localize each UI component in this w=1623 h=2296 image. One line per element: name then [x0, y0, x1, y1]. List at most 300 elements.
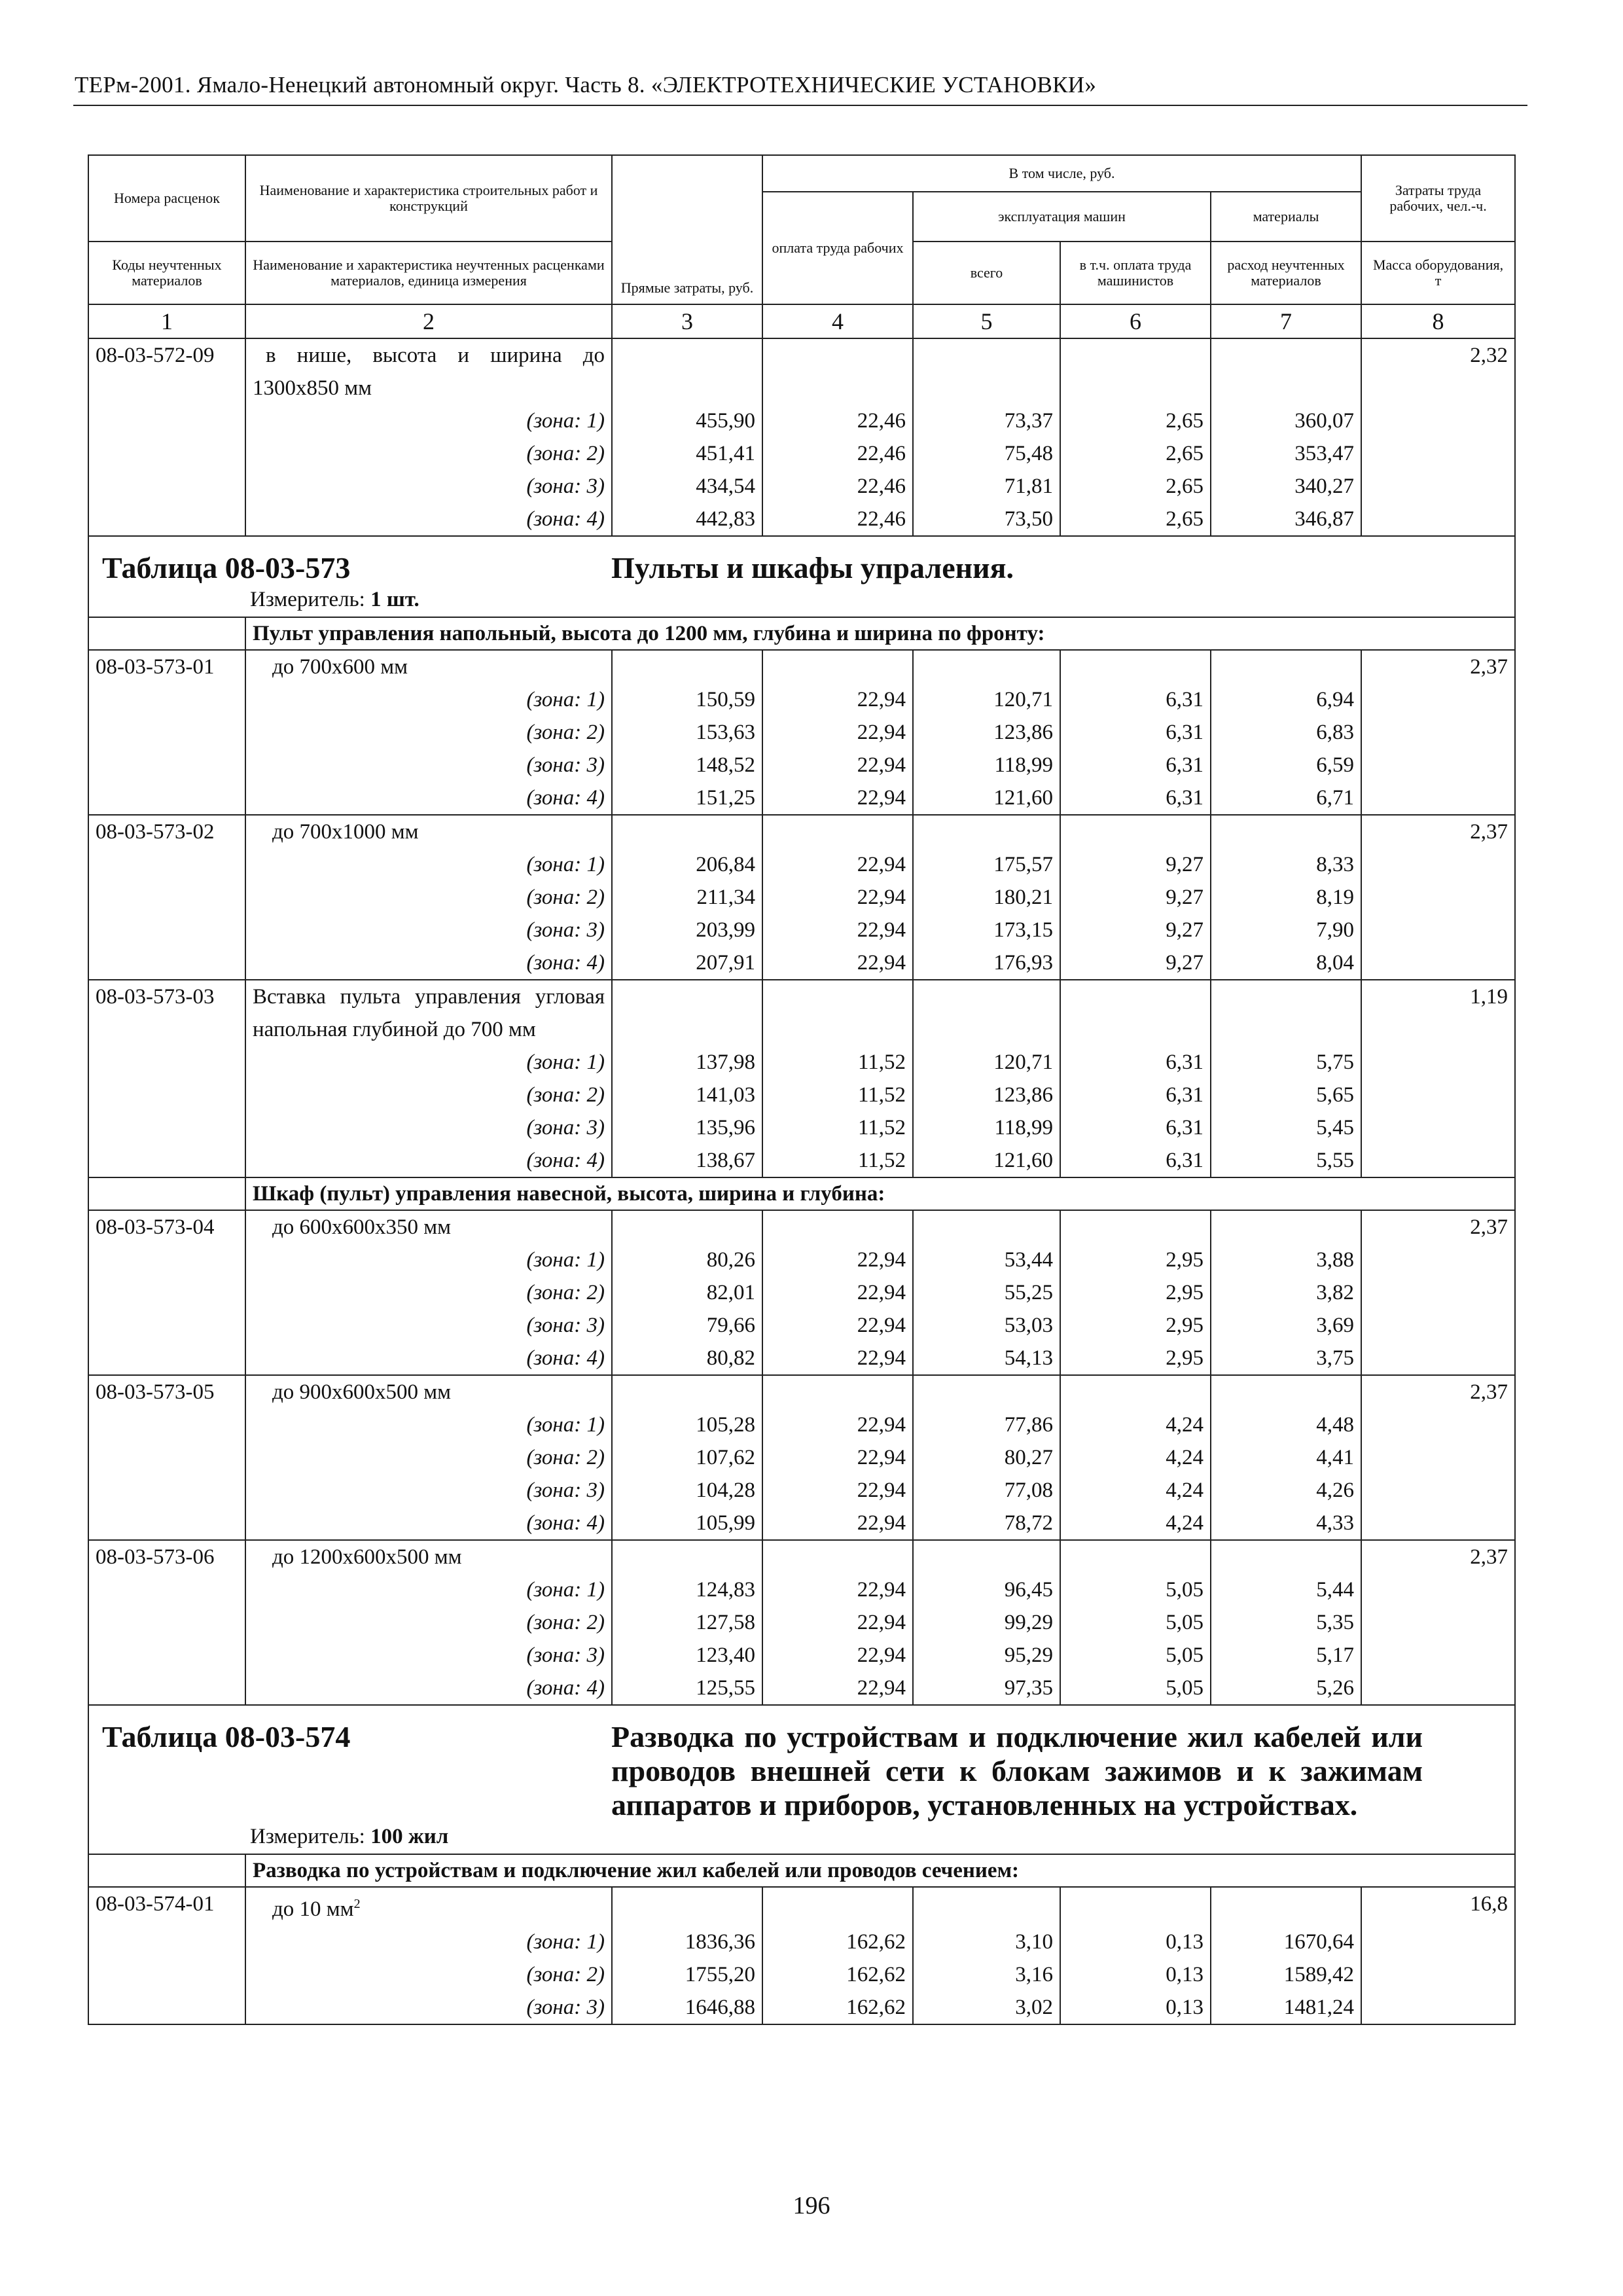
zone-row — [88, 1342, 1515, 1375]
table-title-row — [88, 1705, 1515, 1854]
table-number: Таблица 08-03-573 — [102, 551, 351, 584]
rate-row — [88, 980, 1515, 1046]
machinist-pay: 0,13 — [1060, 1926, 1211, 1958]
empty-cell — [1211, 1375, 1361, 1408]
direct-cost: 451,41 — [612, 437, 762, 470]
machine-cost: 123,86 — [913, 716, 1060, 749]
machinist-pay: 5,05 — [1060, 1639, 1211, 1672]
empty-cell — [913, 815, 1060, 848]
zone-row — [88, 1276, 1515, 1309]
rate-description — [245, 815, 612, 848]
direct-cost: 141,03 — [612, 1079, 762, 1111]
labor-cost: 2,37 — [1361, 1375, 1515, 1540]
zone-row — [88, 946, 1515, 980]
direct-cost: 107,62 — [612, 1441, 762, 1474]
worker-pay: 22,94 — [762, 1309, 913, 1342]
empty-cell — [88, 1408, 245, 1441]
empty-cell — [88, 470, 245, 503]
zone-label: (зона: 4) — [245, 503, 612, 536]
machinist-pay: 2,95 — [1060, 1342, 1211, 1375]
machinist-pay: 6,31 — [1060, 1111, 1211, 1144]
table-title-row — [88, 536, 1515, 617]
rate-row — [88, 1210, 1515, 1244]
zone-label: (зона: 3) — [245, 1474, 612, 1507]
machine-cost: 180,21 — [913, 881, 1060, 914]
zone-row — [88, 1441, 1515, 1474]
empty-cell — [913, 1887, 1060, 1926]
empty-cell — [88, 1474, 245, 1507]
labor-cost: 2,37 — [1361, 650, 1515, 815]
rate-description — [245, 338, 612, 404]
zone-label: (зона: 3) — [245, 470, 612, 503]
materials-cost: 6,83 — [1211, 716, 1361, 749]
machine-cost: 53,03 — [913, 1309, 1060, 1342]
machine-cost: 118,99 — [913, 1111, 1060, 1144]
materials-cost: 340,27 — [1211, 470, 1361, 503]
zone-label: (зона: 2) — [245, 1606, 612, 1639]
zone-row — [88, 781, 1515, 815]
materials-cost: 5,45 — [1211, 1111, 1361, 1144]
worker-pay: 11,52 — [762, 1046, 913, 1079]
zone-row — [88, 1507, 1515, 1540]
direct-cost: 153,63 — [612, 716, 762, 749]
machine-cost: 99,29 — [913, 1606, 1060, 1639]
empty-cell — [1060, 1210, 1211, 1244]
zone-label: (зона: 3) — [245, 1111, 612, 1144]
machine-cost: 95,29 — [913, 1639, 1060, 1672]
direct-cost: 211,34 — [612, 881, 762, 914]
zone-label: (зона: 1) — [245, 404, 612, 437]
empty-cell — [913, 1540, 1060, 1573]
zone-label: (зона: 3) — [245, 914, 612, 946]
materials-cost: 3,82 — [1211, 1276, 1361, 1309]
direct-cost: 1755,20 — [612, 1958, 762, 1991]
rate-description-text: Вставка пульта управления угловая напольная глубиной до 700 мм — [253, 985, 605, 1041]
materials-cost: 5,35 — [1211, 1606, 1361, 1639]
machine-cost: 73,37 — [913, 404, 1060, 437]
machine-cost: 176,93 — [913, 946, 1060, 980]
empty-cell — [762, 338, 913, 404]
col2-top-header: Наименование и характеристика строительных работ и конструкций — [245, 155, 612, 242]
zone-label: (зона: 2) — [245, 1441, 612, 1474]
empty-cell — [88, 1276, 245, 1309]
worker-pay: 22,94 — [762, 1573, 913, 1606]
measure-value: 100 жил — [370, 1825, 449, 1848]
empty-cell — [88, 1342, 245, 1375]
empty-cell — [88, 1244, 245, 1276]
machinist-pay: 9,27 — [1060, 946, 1211, 980]
worker-pay: 22,46 — [762, 437, 913, 470]
empty-cell — [762, 1887, 913, 1926]
table-title-cell — [88, 1705, 1515, 1854]
rates-table — [88, 154, 1516, 2025]
col8-bottom-header: Масса оборудования, т — [1361, 242, 1515, 304]
rate-description-text: до 10 мм — [272, 1897, 354, 1921]
direct-cost: 105,99 — [612, 1507, 762, 1540]
empty-cell — [612, 338, 762, 404]
worker-pay: 22,94 — [762, 1244, 913, 1276]
materials-cost: 5,44 — [1211, 1573, 1361, 1606]
rate-description — [245, 980, 612, 1046]
worker-pay: 22,94 — [762, 1672, 913, 1705]
machinist-pay: 4,24 — [1060, 1507, 1211, 1540]
materials-cost: 5,55 — [1211, 1144, 1361, 1177]
rate-description-text: в нише, высота и ширина до 1300х850 мм — [253, 344, 605, 400]
empty-cell — [88, 1177, 245, 1210]
rate-code: 08-03-573-02 — [88, 815, 245, 848]
empty-cell — [913, 1375, 1060, 1408]
empty-cell — [1211, 338, 1361, 404]
empty-cell — [1211, 650, 1361, 683]
machinist-pay: 5,05 — [1060, 1672, 1211, 1705]
machine-cost: 53,44 — [913, 1244, 1060, 1276]
rate-code: 08-03-572-09 — [88, 338, 245, 404]
direct-cost: 151,25 — [612, 781, 762, 815]
machine-cost: 120,71 — [913, 683, 1060, 716]
rate-code: 08-03-573-04 — [88, 1210, 245, 1244]
table-name: Пульты и шкафы упраления. — [611, 551, 1014, 584]
machinist-pay: 9,27 — [1060, 914, 1211, 946]
direct-cost: 105,28 — [612, 1408, 762, 1441]
materials-cost: 4,48 — [1211, 1408, 1361, 1441]
materials-cost: 4,33 — [1211, 1507, 1361, 1540]
zone-row — [88, 1408, 1515, 1441]
empty-cell — [88, 848, 245, 881]
empty-cell — [88, 404, 245, 437]
zone-label: (зона: 2) — [245, 1079, 612, 1111]
zone-row — [88, 404, 1515, 437]
col6-header: в т.ч. оплата труда машинистов — [1060, 242, 1211, 304]
rate-description — [245, 1887, 612, 1926]
zone-label: (зона: 3) — [245, 1309, 612, 1342]
group-heading-row — [88, 1854, 1515, 1887]
table-name: Разводка по устройствам и подключение жил кабелей или проводов внешней сети к блокам зажимов и к зажимам аппаратов и приборов, установленных на устройствах. — [611, 1720, 1423, 1821]
materials-cost: 8,33 — [1211, 848, 1361, 881]
measure-unit — [250, 1822, 1508, 1854]
worker-pay: 22,94 — [762, 749, 913, 781]
worker-pay: 22,94 — [762, 1639, 913, 1672]
rate-row — [88, 815, 1515, 848]
machine-cost: 96,45 — [913, 1573, 1060, 1606]
materials-cost: 8,04 — [1211, 946, 1361, 980]
empty-cell — [88, 1991, 245, 2024]
column-number: 5 — [913, 304, 1060, 338]
machine-cost: 3,10 — [913, 1926, 1060, 1958]
machinist-pay: 6,31 — [1060, 1046, 1211, 1079]
direct-cost: 1836,36 — [612, 1926, 762, 1958]
zone-label: (зона: 2) — [245, 437, 612, 470]
materials-cost: 5,65 — [1211, 1079, 1361, 1111]
worker-pay: 22,94 — [762, 1474, 913, 1507]
table-body — [88, 338, 1515, 2024]
zone-label: (зона: 1) — [245, 1926, 612, 1958]
machine-cost: 175,57 — [913, 848, 1060, 881]
machinist-pay: 6,31 — [1060, 781, 1211, 815]
machine-cost: 80,27 — [913, 1441, 1060, 1474]
empty-cell — [88, 716, 245, 749]
zone-label: (зона: 3) — [245, 749, 612, 781]
col7-header: расход неучтенных материалов — [1211, 242, 1361, 304]
empty-cell — [88, 1046, 245, 1079]
worker-pay: 11,52 — [762, 1144, 913, 1177]
zone-row — [88, 683, 1515, 716]
empty-cell — [88, 1144, 245, 1177]
empty-cell — [1211, 1887, 1361, 1926]
empty-cell — [762, 1375, 913, 1408]
labor-cost: 2,32 — [1361, 338, 1515, 536]
zone-row — [88, 848, 1515, 881]
empty-cell — [762, 1540, 913, 1573]
rate-description-text: до 600х600х350 мм — [272, 1215, 452, 1239]
direct-cost: 123,40 — [612, 1639, 762, 1672]
rate-description — [245, 650, 612, 683]
worker-pay: 22,94 — [762, 848, 913, 881]
empty-cell — [88, 1441, 245, 1474]
zone-label: (зона: 1) — [245, 1244, 612, 1276]
direct-cost: 79,66 — [612, 1309, 762, 1342]
zone-label: (зона: 4) — [245, 1342, 612, 1375]
direct-cost: 206,84 — [612, 848, 762, 881]
machinist-pay: 2,65 — [1060, 470, 1211, 503]
zone-label: (зона: 4) — [245, 1144, 612, 1177]
direct-cost: 1646,88 — [612, 1991, 762, 2024]
machinist-pay: 6,31 — [1060, 749, 1211, 781]
worker-pay: 22,94 — [762, 1507, 913, 1540]
materials-cost: 360,07 — [1211, 404, 1361, 437]
empty-cell — [612, 1540, 762, 1573]
machinist-pay: 0,13 — [1060, 1958, 1211, 1991]
zone-label: (зона: 2) — [245, 716, 612, 749]
materials-cost: 3,69 — [1211, 1309, 1361, 1342]
table-title-block — [96, 1706, 1508, 1854]
zone-row — [88, 749, 1515, 781]
measure-label: Измеритель: — [250, 1825, 365, 1848]
machinist-pay: 4,24 — [1060, 1408, 1211, 1441]
labor-cost: 2,37 — [1361, 815, 1515, 980]
worker-pay: 22,46 — [762, 503, 913, 536]
direct-cost: 442,83 — [612, 503, 762, 536]
zone-row — [88, 1474, 1515, 1507]
col3-header: Прямые затраты, руб. — [612, 155, 762, 304]
table-number: Таблица 08-03-574 — [102, 1720, 351, 1753]
in-total-header: В том числе, руб. — [762, 155, 1361, 192]
worker-pay: 22,94 — [762, 1408, 913, 1441]
unit-superscript: 2 — [353, 1897, 361, 1911]
machinist-pay: 5,05 — [1060, 1606, 1211, 1639]
col1-top-header: Номера расценок — [88, 155, 245, 242]
empty-cell — [88, 1573, 245, 1606]
worker-pay: 22,94 — [762, 1342, 913, 1375]
empty-cell — [88, 617, 245, 650]
machinist-pay: 2,95 — [1060, 1309, 1211, 1342]
zone-row — [88, 1079, 1515, 1111]
zone-label: (зона: 1) — [245, 1408, 612, 1441]
empty-cell — [88, 946, 245, 980]
column-number: 2 — [245, 304, 612, 338]
measure-value: 1 шт. — [370, 588, 419, 611]
col2-bottom-header: Наименование и характеристика неучтенных расценками материалов, единица измерения — [245, 242, 612, 304]
direct-cost: 138,67 — [612, 1144, 762, 1177]
group-heading-row — [88, 617, 1515, 650]
zone-row — [88, 437, 1515, 470]
empty-cell — [1211, 815, 1361, 848]
materials-cost: 7,90 — [1211, 914, 1361, 946]
machine-cost: 121,60 — [913, 781, 1060, 815]
empty-cell — [612, 1375, 762, 1408]
table-title-cell — [88, 536, 1515, 617]
machines-header: эксплуатация машин — [913, 192, 1211, 242]
empty-cell — [762, 980, 913, 1046]
zone-row — [88, 1926, 1515, 1958]
machine-cost: 75,48 — [913, 437, 1060, 470]
column-number: 6 — [1060, 304, 1211, 338]
zone-row — [88, 914, 1515, 946]
materials-cost: 346,87 — [1211, 503, 1361, 536]
worker-pay: 11,52 — [762, 1079, 913, 1111]
worker-pay: 22,94 — [762, 1276, 913, 1309]
zone-row — [88, 1144, 1515, 1177]
zone-row — [88, 1573, 1515, 1606]
rate-description — [245, 1210, 612, 1244]
materials-cost: 3,88 — [1211, 1244, 1361, 1276]
zone-label: (зона: 2) — [245, 881, 612, 914]
direct-cost: 148,52 — [612, 749, 762, 781]
empty-cell — [88, 1672, 245, 1705]
machinist-pay: 9,27 — [1060, 848, 1211, 881]
zone-row — [88, 1958, 1515, 1991]
header-rule — [73, 105, 1527, 106]
column-number: 7 — [1211, 304, 1361, 338]
machinist-pay: 9,27 — [1060, 881, 1211, 914]
empty-cell — [612, 1887, 762, 1926]
empty-cell — [1060, 815, 1211, 848]
empty-cell — [1060, 650, 1211, 683]
machinist-pay: 2,65 — [1060, 404, 1211, 437]
column-number: 1 — [88, 304, 245, 338]
zone-label: (зона: 4) — [245, 781, 612, 815]
rate-code: 08-03-573-03 — [88, 980, 245, 1046]
direct-cost: 150,59 — [612, 683, 762, 716]
empty-cell — [88, 749, 245, 781]
empty-cell — [88, 914, 245, 946]
empty-cell — [1060, 338, 1211, 404]
machinist-pay: 6,31 — [1060, 716, 1211, 749]
worker-pay: 22,46 — [762, 470, 913, 503]
zone-label: (зона: 1) — [245, 1046, 612, 1079]
machinist-pay: 6,31 — [1060, 1144, 1211, 1177]
machine-cost: 173,15 — [913, 914, 1060, 946]
empty-cell — [88, 1079, 245, 1111]
rate-description-text: до 900х600х500 мм — [272, 1380, 452, 1404]
labor-cost: 2,37 — [1361, 1210, 1515, 1375]
empty-cell — [913, 1210, 1060, 1244]
direct-cost: 82,01 — [612, 1276, 762, 1309]
worker-pay: 22,94 — [762, 1441, 913, 1474]
rate-description-text: до 700х1000 мм — [272, 820, 419, 844]
group-heading: Разводка по устройствам и подключение жил кабелей или проводов сечением: — [245, 1854, 1515, 1887]
rate-code: 08-03-573-06 — [88, 1540, 245, 1573]
group-heading-row — [88, 1177, 1515, 1210]
worker-pay: 162,62 — [762, 1926, 913, 1958]
empty-cell — [88, 1606, 245, 1639]
materials-cost: 5,26 — [1211, 1672, 1361, 1705]
table-title-block — [96, 537, 1508, 617]
materials-cost: 353,47 — [1211, 437, 1361, 470]
rate-row — [88, 1887, 1515, 1926]
column-number: 3 — [612, 304, 762, 338]
machine-cost: 123,86 — [913, 1079, 1060, 1111]
group-heading: Шкаф (пульт) управления навесной, высота, ширина и глубина: — [245, 1177, 1515, 1210]
labor-cost: 2,37 — [1361, 1540, 1515, 1705]
direct-cost: 137,98 — [612, 1046, 762, 1079]
rate-code: 08-03-574-01 — [88, 1887, 245, 1926]
rate-description — [245, 1375, 612, 1408]
empty-cell — [88, 781, 245, 815]
zone-label: (зона: 1) — [245, 1573, 612, 1606]
rate-row — [88, 1375, 1515, 1408]
empty-cell — [762, 650, 913, 683]
rate-description-text: до 1200х600х500 мм — [272, 1545, 462, 1569]
column-number: 8 — [1361, 304, 1515, 338]
empty-cell — [1060, 1540, 1211, 1573]
materials-cost: 4,26 — [1211, 1474, 1361, 1507]
col1-bottom-header: Коды неучтенных материалов — [88, 242, 245, 304]
zone-label: (зона: 3) — [245, 1991, 612, 2024]
worker-pay: 22,94 — [762, 683, 913, 716]
materials-cost: 6,71 — [1211, 781, 1361, 815]
machinist-pay: 4,24 — [1060, 1441, 1211, 1474]
rate-row — [88, 650, 1515, 683]
zone-label: (зона: 1) — [245, 848, 612, 881]
machinist-pay: 0,13 — [1060, 1991, 1211, 2024]
rate-code: 08-03-573-01 — [88, 650, 245, 683]
direct-cost: 125,55 — [612, 1672, 762, 1705]
materials-cost: 5,17 — [1211, 1639, 1361, 1672]
worker-pay: 162,62 — [762, 1958, 913, 1991]
rate-row — [88, 1540, 1515, 1573]
direct-cost: 124,83 — [612, 1573, 762, 1606]
machine-cost: 77,08 — [913, 1474, 1060, 1507]
machine-cost: 55,25 — [913, 1276, 1060, 1309]
materials-header: материалы — [1211, 192, 1361, 242]
measure-unit — [250, 585, 1508, 617]
zone-row — [88, 1046, 1515, 1079]
labor-cost: 1,19 — [1361, 980, 1515, 1177]
zone-row — [88, 470, 1515, 503]
machine-cost: 78,72 — [913, 1507, 1060, 1540]
empty-cell — [88, 503, 245, 536]
empty-cell — [1211, 1210, 1361, 1244]
zone-label: (зона: 2) — [245, 1276, 612, 1309]
materials-cost: 6,59 — [1211, 749, 1361, 781]
zone-row — [88, 1639, 1515, 1672]
machinist-pay: 2,65 — [1060, 437, 1211, 470]
machine-cost: 3,16 — [913, 1958, 1060, 1991]
machinist-pay: 2,95 — [1060, 1244, 1211, 1276]
machine-cost: 118,99 — [913, 749, 1060, 781]
zone-label: (зона: 2) — [245, 1958, 612, 1991]
empty-cell — [612, 650, 762, 683]
machinist-pay: 6,31 — [1060, 1079, 1211, 1111]
measure-label: Измеритель: — [250, 588, 365, 611]
worker-pay: 22,46 — [762, 404, 913, 437]
empty-cell — [762, 1210, 913, 1244]
direct-cost: 80,82 — [612, 1342, 762, 1375]
page-number: 196 — [793, 2192, 830, 2219]
direct-cost: 455,90 — [612, 404, 762, 437]
empty-cell — [88, 881, 245, 914]
zone-label: (зона: 3) — [245, 1639, 612, 1672]
